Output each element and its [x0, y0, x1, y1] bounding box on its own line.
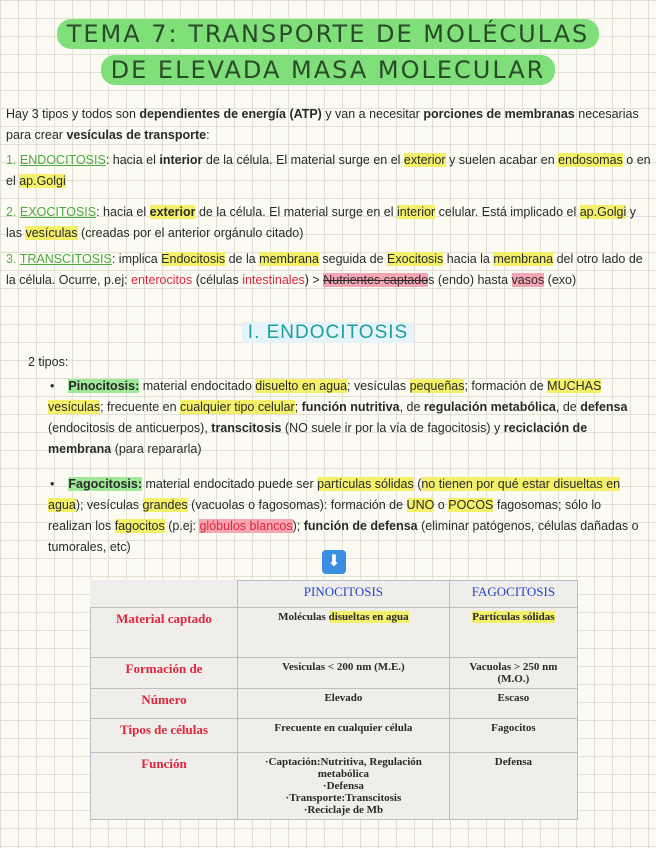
- section-title-text: I. ENDOCITOSIS: [242, 322, 414, 343]
- title-text-2: DE ELEVADA MASA MOLECULAR: [101, 55, 556, 85]
- pino-text: ; frecuente en: [100, 400, 181, 414]
- item-text: (células: [192, 273, 243, 287]
- row-label: Tipos de células: [91, 719, 238, 753]
- pino-text: ;: [294, 400, 302, 414]
- table-row: [91, 689, 578, 719]
- cell: [238, 753, 450, 820]
- header-fagocitosis: FAGOCITOSIS: [449, 581, 577, 608]
- fago-text: (p.ej:: [164, 519, 200, 533]
- item-text: (creadas por el anterior orgánulo citado): [77, 226, 304, 240]
- section-title: [0, 322, 656, 344]
- item-text: : implica: [111, 252, 162, 266]
- pino-text: (endocitosis de anticuerpos),: [48, 421, 212, 435]
- cell: Elevado: [238, 689, 450, 719]
- bullet-icon: •: [50, 379, 55, 393]
- item-text: endosomas: [558, 153, 623, 167]
- table-row: [91, 753, 578, 820]
- item-text: del otro lado de la célula. Ocurre, p.ej:: [6, 252, 643, 287]
- pino-text: MUCHAS vesículas: [48, 379, 602, 414]
- pino-text: Pinocitosis:: [68, 379, 140, 393]
- fago-text: o: [434, 498, 449, 512]
- item-text: y suelen acabar en: [445, 153, 559, 167]
- item-text: y las: [6, 205, 637, 240]
- fagocitosis-paragraph: [48, 474, 644, 558]
- intro-text: Hay 3 tipos y todos son: [6, 107, 140, 121]
- intro-text: dependientes de energía (ATP): [139, 107, 322, 121]
- item-name: TRANSCITOSIS: [19, 252, 112, 266]
- pino-text: (NO suele ir por la vía de fagocitosis) y: [281, 421, 504, 435]
- fago-text: (: [413, 477, 422, 491]
- pinocitosis-paragraph: [48, 376, 644, 460]
- intro-text: y van a necesitar: [321, 107, 424, 121]
- item-text: s (endo) hasta: [428, 273, 512, 287]
- pino-text: defensa: [580, 400, 628, 414]
- item-name: EXOCITOSIS: [19, 205, 97, 219]
- cell: [238, 608, 450, 658]
- item-text: seguida de: [318, 252, 388, 266]
- cell: Defensa: [449, 753, 577, 820]
- item-exocitosis: [6, 202, 652, 244]
- pino-text: ; formación de: [464, 379, 548, 393]
- item-text: : hacia el: [105, 153, 160, 167]
- row-label: Función: [91, 753, 238, 820]
- fago-text: función de defensa: [303, 519, 418, 533]
- pino-text: , de: [399, 400, 424, 414]
- fago-text: fagocitos: [114, 519, 165, 533]
- item-text: Nutrientes captado: [323, 273, 429, 287]
- table-header-row: [91, 581, 578, 608]
- fago-text: partículas sólidas: [317, 477, 414, 491]
- table-row: [91, 658, 578, 689]
- item-text: Exocitosis: [387, 252, 444, 266]
- table-row: [91, 719, 578, 753]
- function-item: ·Transporte:Transcitosis: [285, 792, 402, 804]
- item-text: exterior: [149, 205, 196, 219]
- intro-text: porciones de membranas: [423, 107, 575, 121]
- fago-text: UNO: [406, 498, 435, 512]
- intro-paragraph: [6, 104, 652, 146]
- intro-text: :: [206, 128, 210, 142]
- item-text: de la: [225, 252, 260, 266]
- pino-text: , de: [555, 400, 581, 414]
- fago-text: POCOS: [448, 498, 494, 512]
- fago-text: no tienen por qué estar disueltas en agua: [48, 477, 621, 512]
- function-item: ·Defensa: [322, 780, 364, 792]
- pino-text: material endocitado: [139, 379, 256, 393]
- item-number: 1.: [6, 153, 17, 167]
- item-text: de la célula. El material surge en el: [202, 153, 404, 167]
- cell: Fagocitos: [449, 719, 577, 753]
- item-text: hacia la: [443, 252, 494, 266]
- pino-text: reciclación de membrana: [48, 421, 588, 456]
- cell-text: Partículas sólidas: [472, 611, 555, 623]
- item-text: Endocitosis: [161, 252, 226, 266]
- item-text: vasos: [511, 273, 545, 287]
- pino-text: (para repararla): [111, 442, 202, 456]
- item-text: ap.Golgi: [19, 174, 66, 188]
- pino-text: función nutritiva: [301, 400, 400, 414]
- item-text: de la célula. El material surge en el: [195, 205, 397, 219]
- cell: Vesículas < 200 nm (M.E.): [238, 658, 450, 689]
- function-item: ·Reciclaje de Mb: [303, 804, 384, 816]
- fago-text: grandes: [142, 498, 188, 512]
- fago-text: material endocitado puede ser: [142, 477, 318, 491]
- item-text: : hacia el: [96, 205, 150, 219]
- item-text: enterocitos: [131, 273, 193, 287]
- row-label: Número: [91, 689, 238, 719]
- cell: Frecuente en cualquier célula: [238, 719, 450, 753]
- fago-text: fagosomas; sólo lo realizan los: [48, 498, 602, 533]
- pino-text: ; vesículas: [347, 379, 410, 393]
- item-text: celular. Está implicado el: [435, 205, 580, 219]
- arrow-down-icon: ⬇: [322, 550, 346, 574]
- fago-text: glóbulos blancos: [199, 519, 293, 533]
- item-text: vesículas: [25, 226, 78, 240]
- fago-text: (eliminar patógenos, células dañadas o tumorales, etc): [48, 519, 639, 554]
- pino-text: transcitosis: [211, 421, 282, 435]
- item-number: 3.: [6, 252, 17, 266]
- item-text: membrana: [493, 252, 554, 266]
- title-line-1: [0, 20, 656, 48]
- cell: Escaso: [449, 689, 577, 719]
- pino-text: regulación metabólica: [423, 400, 556, 414]
- item-text: o en el: [6, 153, 651, 188]
- item-text: interior: [396, 205, 436, 219]
- item-number: 2.: [6, 205, 17, 219]
- fago-text: Fagocitosis:: [68, 477, 143, 491]
- header-pinocitosis: PINOCITOSIS: [238, 581, 450, 608]
- item-text: ) >: [304, 273, 324, 287]
- comparison-table: [90, 580, 578, 820]
- title-text-1: TEMA 7: TRANSPORTE DE MOLÉCULAS: [57, 19, 600, 49]
- item-text: exterior: [403, 153, 446, 167]
- item-text: ap.Golgi: [579, 205, 627, 219]
- item-text: interior: [159, 153, 203, 167]
- pino-text: disuelto en agua: [255, 379, 348, 393]
- item-endocitosis: [6, 150, 652, 192]
- cell-text: disueltas en agua: [328, 611, 409, 623]
- fago-text: );: [292, 519, 304, 533]
- bullet-icon: •: [50, 477, 55, 491]
- function-item: ·Captación:Nutritiva, Regulación metabólica: [264, 756, 422, 780]
- fago-text: ); vesículas: [75, 498, 143, 512]
- row-label: Formación de: [91, 658, 238, 689]
- intro-text: necesarias para crear: [6, 107, 639, 142]
- table-row: [91, 608, 578, 658]
- item-text: intestinales: [242, 273, 305, 287]
- item-text: (exo): [544, 273, 577, 287]
- intro-text: vesículas de transporte: [66, 128, 207, 142]
- cell-text: Moléculas: [278, 611, 329, 623]
- item-name: ENDOCITOSIS: [19, 153, 106, 167]
- pino-text: cualquier tipo celular: [180, 400, 295, 414]
- pino-text: pequeñas: [409, 379, 465, 393]
- cell: Vacuolas > 250 nm (M.O.): [449, 658, 577, 689]
- table-corner: [91, 581, 238, 608]
- item-text: membrana: [259, 252, 319, 266]
- fago-text: (vacuolas o fagosomas): formación de: [187, 498, 407, 512]
- title-line-2: [0, 56, 656, 84]
- cell: [449, 608, 577, 658]
- item-transcitosis: [6, 249, 652, 291]
- types-label: 2 tipos:: [28, 355, 69, 369]
- row-label: Material captado: [91, 608, 238, 658]
